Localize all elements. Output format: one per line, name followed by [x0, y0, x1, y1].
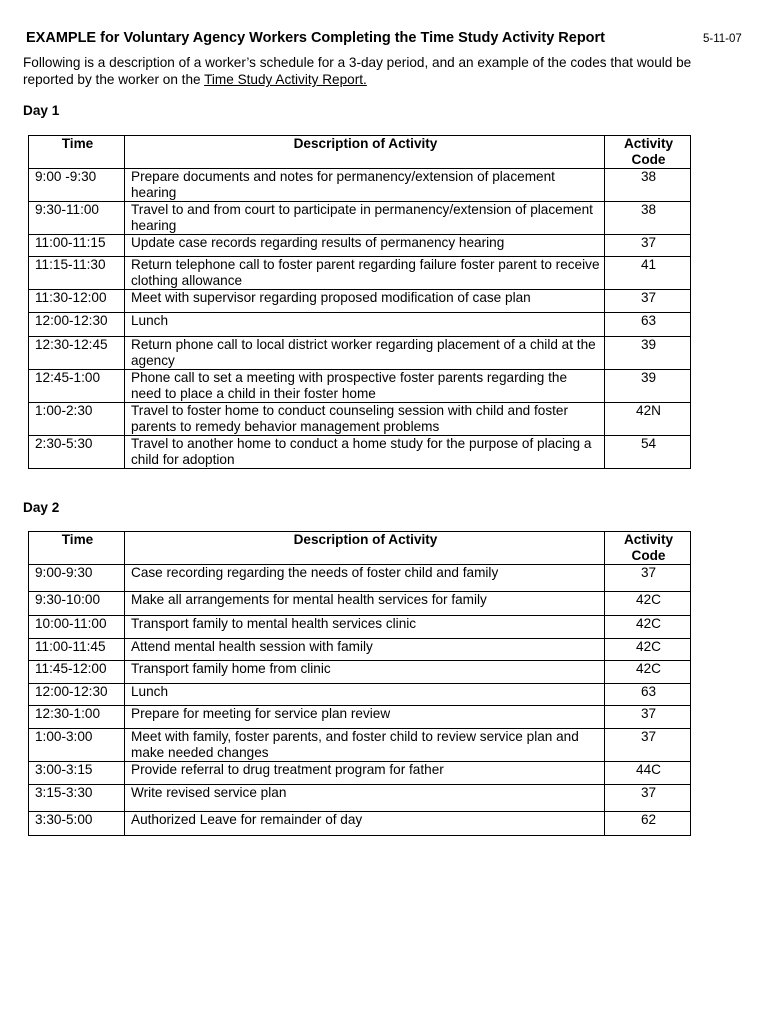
row-code: 37 — [605, 290, 691, 313]
day2-rows — [29, 565, 691, 836]
row-time: 12:00-12:30 — [29, 313, 125, 337]
row-code: 37 — [605, 565, 691, 592]
row-code: 42C — [605, 616, 691, 639]
row-description: Travel to another home to conduct a home study for the purpose of placing a child for adoption — [125, 436, 605, 469]
row-time: 2:30-5:30 — [29, 436, 125, 469]
row-description: Make all arrangements for mental health services for family — [125, 592, 605, 616]
row-description: Return phone call to local district worker regarding placement of a child at the agency — [125, 337, 605, 370]
row-time: 12:30-1:00 — [29, 706, 125, 729]
row-description: Meet with family, foster parents, and foster child to review service plan and make needed changes — [125, 729, 605, 762]
row-time: 11:00-11:15 — [29, 235, 125, 257]
row-time: 3:15-3:30 — [29, 785, 125, 812]
table-row — [29, 592, 691, 616]
table-row — [29, 202, 691, 235]
row-code: 63 — [605, 684, 691, 706]
table-row — [29, 639, 691, 661]
row-time: 3:30-5:00 — [29, 812, 125, 836]
row-description: Transport family to mental health services clinic — [125, 616, 605, 639]
table-row — [29, 616, 691, 639]
row-code: 38 — [605, 202, 691, 235]
table-row — [29, 370, 691, 403]
table-row — [29, 169, 691, 202]
day1-table — [28, 135, 691, 469]
table-row — [29, 762, 691, 785]
row-description: Lunch — [125, 313, 605, 337]
row-time: 9:00 -9:30 — [29, 169, 125, 202]
col-header-description: Description of Activity — [125, 532, 605, 565]
table-row — [29, 290, 691, 313]
row-code: 37 — [605, 706, 691, 729]
table-row — [29, 684, 691, 706]
row-time: 9:30-10:00 — [29, 592, 125, 616]
row-description: Provide referral to drug treatment program for father — [125, 762, 605, 785]
row-code: 42C — [605, 661, 691, 684]
row-description: Travel to foster home to conduct counseling session with child and foster parents to remedy behavior management problems — [125, 403, 605, 436]
row-code: 38 — [605, 169, 691, 202]
row-code: 39 — [605, 337, 691, 370]
day1-rows — [29, 169, 691, 469]
row-code: 42C — [605, 592, 691, 616]
table-row — [29, 403, 691, 436]
row-description: Write revised service plan — [125, 785, 605, 812]
day1-label: Day 1 — [23, 103, 60, 118]
row-time: 1:00-3:00 — [29, 729, 125, 762]
row-description: Prepare documents and notes for permanency/extension of placement hearing — [125, 169, 605, 202]
table-row — [29, 565, 691, 592]
row-time: 1:00-2:30 — [29, 403, 125, 436]
row-time: 11:15-11:30 — [29, 257, 125, 290]
table-row — [29, 235, 691, 257]
day2-label: Day 2 — [23, 500, 60, 515]
intro-paragraph — [23, 54, 743, 88]
row-code: 42C — [605, 639, 691, 661]
row-description: Phone call to set a meeting with prospective foster parents regarding the need to place a child in their foster home — [125, 370, 605, 403]
row-time: 9:00-9:30 — [29, 565, 125, 592]
row-code: 63 — [605, 313, 691, 337]
row-time: 9:30-11:00 — [29, 202, 125, 235]
table-row — [29, 785, 691, 812]
document-title: EXAMPLE for Voluntary Agency Workers Completing the Time Study Activity Report — [26, 30, 606, 46]
report-name-underlined: Time Study Activity Report. — [204, 72, 367, 87]
table-row — [29, 257, 691, 290]
row-time: 12:00-12:30 — [29, 684, 125, 706]
row-code: 39 — [605, 370, 691, 403]
row-description: Case recording regarding the needs of foster child and family — [125, 565, 605, 592]
row-code: 37 — [605, 785, 691, 812]
row-description: Lunch — [125, 684, 605, 706]
row-time: 12:30-12:45 — [29, 337, 125, 370]
row-time: 10:00-11:00 — [29, 616, 125, 639]
row-description: Prepare for meeting for service plan review — [125, 706, 605, 729]
row-time: 11:30-12:00 — [29, 290, 125, 313]
row-code: 44C — [605, 762, 691, 785]
row-code: 37 — [605, 235, 691, 257]
table-row — [29, 436, 691, 469]
day2-table — [28, 531, 691, 836]
row-time: 12:45-1:00 — [29, 370, 125, 403]
row-description: Update case records regarding results of permanency hearing — [125, 235, 605, 257]
row-description: Authorized Leave for remainder of day — [125, 812, 605, 836]
col-header-time: Time — [29, 532, 125, 565]
row-code: 41 — [605, 257, 691, 290]
row-time: 3:00-3:15 — [29, 762, 125, 785]
row-description: Transport family home from clinic — [125, 661, 605, 684]
row-description: Travel to and from court to participate in permanency/extension of placement hearing — [125, 202, 605, 235]
col-header-description: Description of Activity — [125, 136, 605, 169]
col-header-code: Activity Code — [605, 136, 691, 169]
row-time: 11:45-12:00 — [29, 661, 125, 684]
table-row — [29, 313, 691, 337]
table-row — [29, 729, 691, 762]
col-header-code: Activity Code — [605, 532, 691, 565]
table-row — [29, 337, 691, 370]
row-code: 37 — [605, 729, 691, 762]
row-description: Attend mental health session with family — [125, 639, 605, 661]
intro-text: Following is a description of a worker’s schedule for a 3-day period, and an example of the codes that would be reported by the worker on the — [23, 55, 692, 87]
table-row — [29, 706, 691, 729]
table-row — [29, 661, 691, 684]
row-description: Meet with supervisor regarding proposed modification of case plan — [125, 290, 605, 313]
table-row — [29, 812, 691, 836]
document-date: 5-11-07 — [703, 33, 742, 45]
row-description: Return telephone call to foster parent regarding failure foster parent to receive clothing allowance — [125, 257, 605, 290]
row-code: 62 — [605, 812, 691, 836]
row-time: 11:00-11:45 — [29, 639, 125, 661]
row-code: 54 — [605, 436, 691, 469]
row-code: 42N — [605, 403, 691, 436]
col-header-time: Time — [29, 136, 125, 169]
